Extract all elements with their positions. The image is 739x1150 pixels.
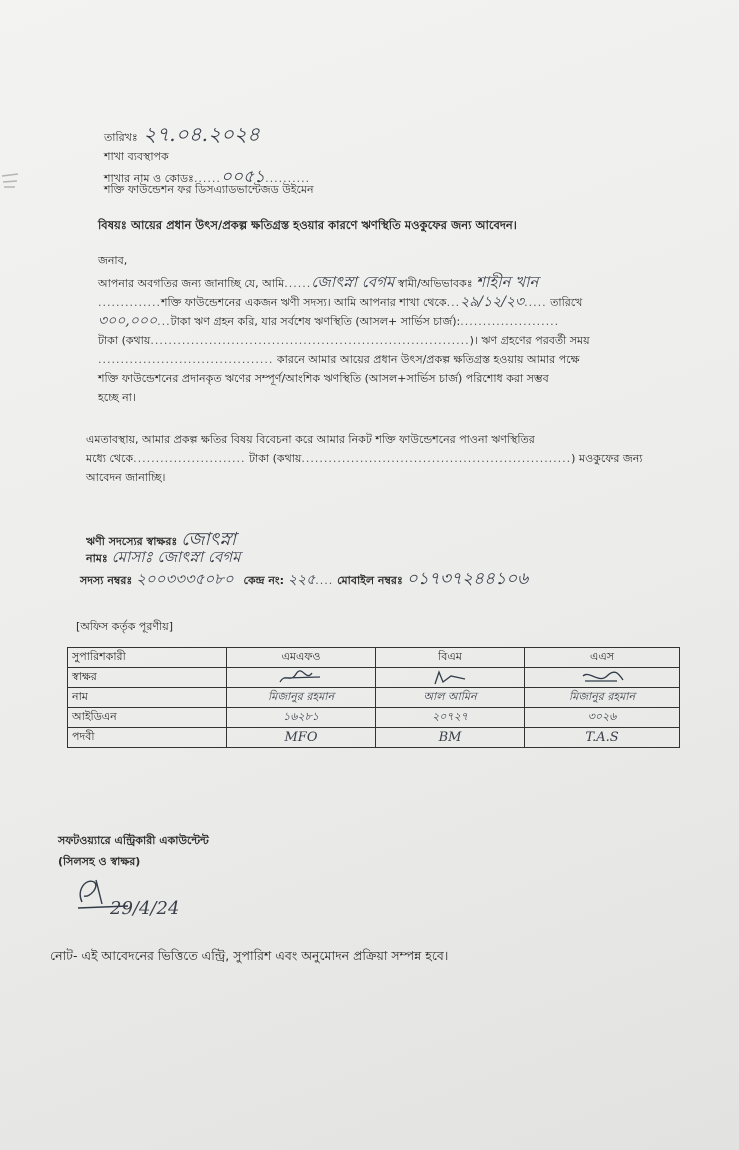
salutation: জনাব, — [98, 254, 128, 267]
applicant-name: জোৎস্না বেগম — [311, 273, 395, 291]
body-paragraph-2: এমতাবস্থায়, আমার প্রকল্প ক্ষতির বিষয় বিবেচনা করে আমার নিকট শক্তি ফাউন্ডেশনের পাওনা ঋণস্থিতির মধ্যে থেকে......................... টাকা (কথায়............................................................) মওকুফের জন্য আবেদন জানাচ্ছি। — [86, 430, 681, 487]
signature-scribble — [425, 670, 475, 686]
center-label: কেন্দ্র নং: — [243, 574, 285, 587]
table-cell: মিজানুর রহমান — [525, 688, 680, 708]
center-number: ২২৫ — [287, 572, 316, 588]
member-number-line: সদস্য নম্বরঃ ২০০৩৩৩৫০৮০ কেন্দ্র নং: ২২৫.... মোবাইল নম্বরঃ ০১৭৩৭২৪৪১০৬ — [80, 569, 529, 589]
signature-scribble — [577, 670, 627, 686]
p2-text-d: ) মওকুফের জন্য — [571, 452, 643, 465]
branch-name-label: শাখার নাম ও কোডঃ — [104, 172, 194, 185]
p2-text-b: মধ্যে থেকে — [86, 452, 134, 465]
branch-code: ০০৫১ — [220, 167, 266, 187]
table-cell: ১৬২৮১ — [227, 708, 376, 728]
p2-text-a: এমতাবস্থায়, আমার প্রকল্প ক্ষতির বিষয় বিবেচনা করে আমার নিকট শক্তি ফাউন্ডেশনের পাওনা ঋণস্থিতির — [86, 433, 535, 446]
row-label: আইডিএন — [68, 708, 227, 728]
signature-cell — [227, 668, 376, 688]
table-row — [68, 668, 680, 688]
member-number-label: সদস্য নম্বরঃ — [80, 574, 133, 587]
organization-name: শক্তি ফাউন্ডেশন ফর ডিসএ্যাডভান্টেজড উইমেন — [104, 183, 314, 196]
accountant-subtitle: (সিলসহ ও স্বাক্ষর) — [58, 855, 141, 868]
p1-text-a: আপনার অবগতির জন্য জানাচ্ছি যে, আমি — [98, 277, 285, 290]
row-label: স্বাক্ষর — [68, 668, 227, 688]
staple-mark — [0, 170, 22, 192]
table-row — [68, 688, 680, 708]
p2-text-c: টাকা (কথায় — [249, 452, 302, 465]
row-label: পদবী — [68, 728, 227, 748]
row-label: নাম — [68, 688, 227, 708]
footer-note: নোট- এই আবেদনের ভিত্তিতে এন্ট্রি, সুপারিশ এবং অনুমোদন প্রক্রিয়া সম্পন্ন হবে। — [50, 948, 449, 963]
guardian-name: শাহীন খান — [476, 273, 539, 291]
table-row — [68, 728, 680, 748]
table-header-cell: বিএম — [376, 648, 525, 668]
accountant-title: সফটওয়্যারে এন্ট্রিকারী একাউন্টেন্ট — [58, 834, 209, 847]
table-cell: ৩০২৬ — [525, 708, 680, 728]
subject-line: বিষয়ঃ আয়ের প্রধান উৎস/প্রকল্প ক্ষতিগ্রস্ত হওয়ার কারণে ঋণস্থিতি মওকুফের জন্য আবেদন। — [98, 218, 517, 232]
signature-scribble — [276, 670, 326, 686]
p1-text-f: টাকা (কথায় — [98, 334, 151, 347]
mobile-label: মোবাইল নম্বরঃ — [337, 574, 403, 587]
table-cell: T.A.S — [525, 728, 680, 748]
branch-manager: শাখা ব্যবস্থাপক — [104, 150, 169, 163]
p1-text-g: )। ঋণ গ্রহণের পরবর্তী সময় — [469, 334, 590, 347]
approval-table — [67, 647, 680, 748]
member-number: ২০০৩৩৩৫০৮০ — [136, 570, 234, 588]
p2-text-e: আবেদন জানাচ্ছি। — [86, 471, 166, 484]
table-header-cell: এএস — [525, 648, 680, 668]
branch-name-line: শাখার নাম ও কোডঃ......০০৫১.......... — [104, 167, 311, 187]
table-cell: BM — [376, 728, 525, 748]
table-cell: আল আমিন — [376, 688, 525, 708]
table-cell: MFO — [227, 728, 376, 748]
member-signature-label: ঋণী সদস্যের স্বাক্ষরঃ — [86, 535, 178, 548]
table-header-cell: এমএফও — [227, 648, 376, 668]
p1-text-d: তারিখে — [550, 296, 583, 309]
member-name-label: নামঃ — [86, 552, 108, 565]
member-signature: জোৎস্না — [181, 529, 236, 550]
signature-cell — [376, 668, 525, 688]
table-row — [68, 708, 680, 728]
p1-text-b: স্বামী/অভিভাবকঃ — [397, 277, 473, 290]
p1-text-i: শক্তি ফাউন্ডেশনের প্রদানকৃত ঋণের সম্পূর্ণ/আংশিক ঋণস্থিতি (আসল+সার্ভিস চার্জ) পরিশোধ করা সম্ভব — [98, 372, 549, 385]
p1-text-j: হচ্ছে না। — [98, 391, 136, 404]
date-value: ২৭.০৪.২০২৪ — [143, 122, 260, 146]
table-cell: ২০৭২৭ — [376, 708, 525, 728]
p1-text-h: কারনে আমার আয়ের প্রধান উৎস/প্রকল্প ক্ষতিগ্রস্ত হওয়ায় আমার পক্ষে — [276, 353, 580, 366]
table-cell: মিজানুর রহমান — [227, 688, 376, 708]
office-section-label: [অফিস কর্তৃক পূরণীয়] — [76, 620, 173, 633]
member-name: মোসাঃ জোৎস্না বেগম — [111, 548, 241, 566]
date-label: তারিখঃ — [104, 131, 138, 144]
table-header-row — [68, 648, 680, 668]
p1-text-e: টাকা ঋণ গ্রহন করি, যার সর্বশেষ ঋণস্থিতি (আসল+ সার্ভিস চার্জ): — [170, 315, 461, 328]
table-header-cell: সুপারিশকারী — [68, 648, 227, 668]
signature-cell — [525, 668, 680, 688]
accountant-sign-date: 29/4/24 — [110, 898, 180, 919]
loan-amount: ৩০০,০০০ — [98, 313, 158, 329]
p1-text-c: শক্তি ফাউন্ডেশনের একজন ঋণী সদস্য। আমি আপনার শাখা থেকে — [160, 296, 447, 309]
body-paragraph-1: আপনার অবগতির জন্য জানাচ্ছি যে, আমি......জোৎস্না বেগম স্বামী/অভিভাবকঃ শাহীন খান ..............শক্তি ফাউন্ডেশনের একজন ঋণী সদস্য। আমি আপনার শাখা থেকে...২৯/১২/২৩..... তারিখে ৩০০,০০০...টাকা ঋণ গ্রহন করি, যার সর্বশেষ ঋণস্থিতি (আসল+ সার্ভিস চার্জ):...................... টাকা (কথায়.......................................................................)। ঋণ গ্রহণের পরবর্তী সময় ....................................... কারনে আমার আয়ের প্রধান উৎস/প্রকল্প ক্ষতিগ্রস্ত হওয়ায় আমার পক্ষে শক্তি ফাউন্ডেশনের প্রদানকৃত ঋণের সম্পূর্ণ/আংশিক ঋণস্থিতি (আসল+সার্ভিস চার্জ) পরিশোধ করা সম্ভব হচ্ছে না। — [98, 273, 678, 407]
loan-date: ২৯/১২/২৩ — [460, 294, 525, 310]
mobile-number: ০১৭৩৭২৪৪১০৬ — [406, 569, 529, 589]
